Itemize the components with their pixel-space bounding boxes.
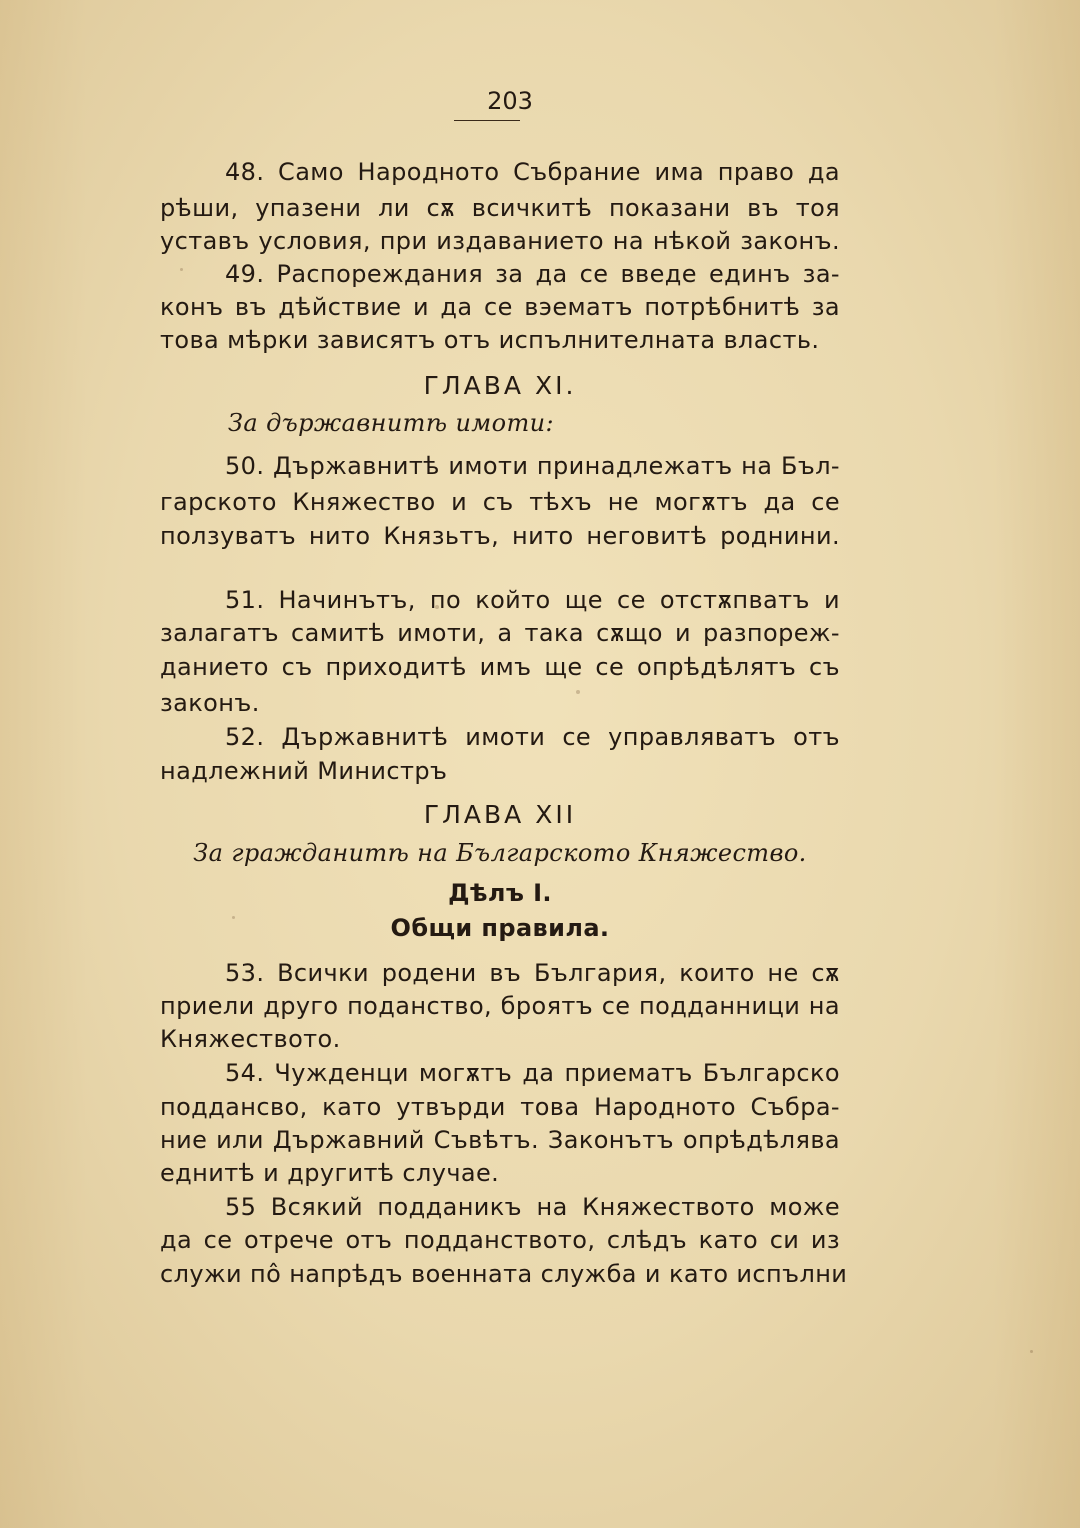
text-line: поддансво, като утвърди това Народното Събра- [160,1093,840,1121]
text-line-article-54: 54. Чужденци могѫтъ да приематъ Българско [225,1059,840,1087]
chapter-12-subtitle: За гражданитѣ на Българското Княжество. [193,839,807,867]
text-line: рѣши, упазени ли сѫ всичкитѣ показани въ тоя [160,194,840,222]
text-line-article-48: 48. Само Народното Събрание има право да [225,158,840,186]
text-line: залагатъ самитѣ имоти, а така сѫщо и разпореж- [160,619,840,647]
text-line-article-53: 53. Всички родени въ България, които не сѫ [225,959,840,987]
text-line: ние или Държавний Съвѣтъ. Законътъ опрѣдѣлява [160,1126,840,1154]
text-line: данието съ приходитѣ имъ ще се опрѣдѣлятъ съ [160,653,840,681]
text-line: служи пô напрѣдъ военната служба и като испълни [160,1260,848,1288]
text-line: това мѣрки зависятъ отъ испълнителната власть. [160,326,820,354]
chapter-12-title: ГЛАВА XII [423,800,577,829]
text-line-article-49: 49. Распореждания за да се введе единъ за- [225,260,840,288]
text-line: уставъ условия, при издаванието на нѣкой законъ. [160,227,840,255]
text-line: ползуватъ нито Князьтъ, нито неговитѣ роднини. [160,522,840,550]
paper-speck [232,916,235,919]
text-line: надлежний Министръ [160,757,448,785]
page-number-rule [454,120,520,121]
text-line-article-52: 52. Държавнитѣ имоти се управляватъ отъ [225,723,840,751]
text-line: гарското Княжество и съ тѣхъ не могѫтъ да се [160,488,840,516]
paper-speck [435,605,439,609]
text-line-article-51: 51. Начинътъ, по който ще се отстѫпватъ и [225,586,840,614]
paper-speck [1030,1350,1033,1353]
text-line: еднитѣ и другитѣ случае. [160,1159,500,1187]
text-line-article-55: 55 Всякий подданикъ на Княжеството може [225,1193,840,1221]
text-line-article-50: 50. Държавнитѣ имоти принадлежатъ на Бъл- [225,452,840,480]
text-line: да се отрече отъ подданството, слѣдъ като си из [160,1226,840,1254]
part-subtitle: Общи правила. [390,914,610,942]
text-line: законъ. [160,689,260,717]
chapter-11-title: ГЛАВА XI. [423,371,577,400]
chapter-11-subtitle: За държавнитѣ имоти: [228,409,554,437]
part-title: Дѣлъ I. [448,879,552,907]
paper-speck [576,690,580,694]
page-number: 203 [487,87,533,115]
paper-speck [180,268,183,271]
text-line: Княжеството. [160,1025,341,1053]
text-line: приели друго поданство, броятъ се подданници на [160,992,840,1020]
text-line: конъ въ дѣйствие и да се вэематъ потрѣбнитѣ за [160,293,840,321]
